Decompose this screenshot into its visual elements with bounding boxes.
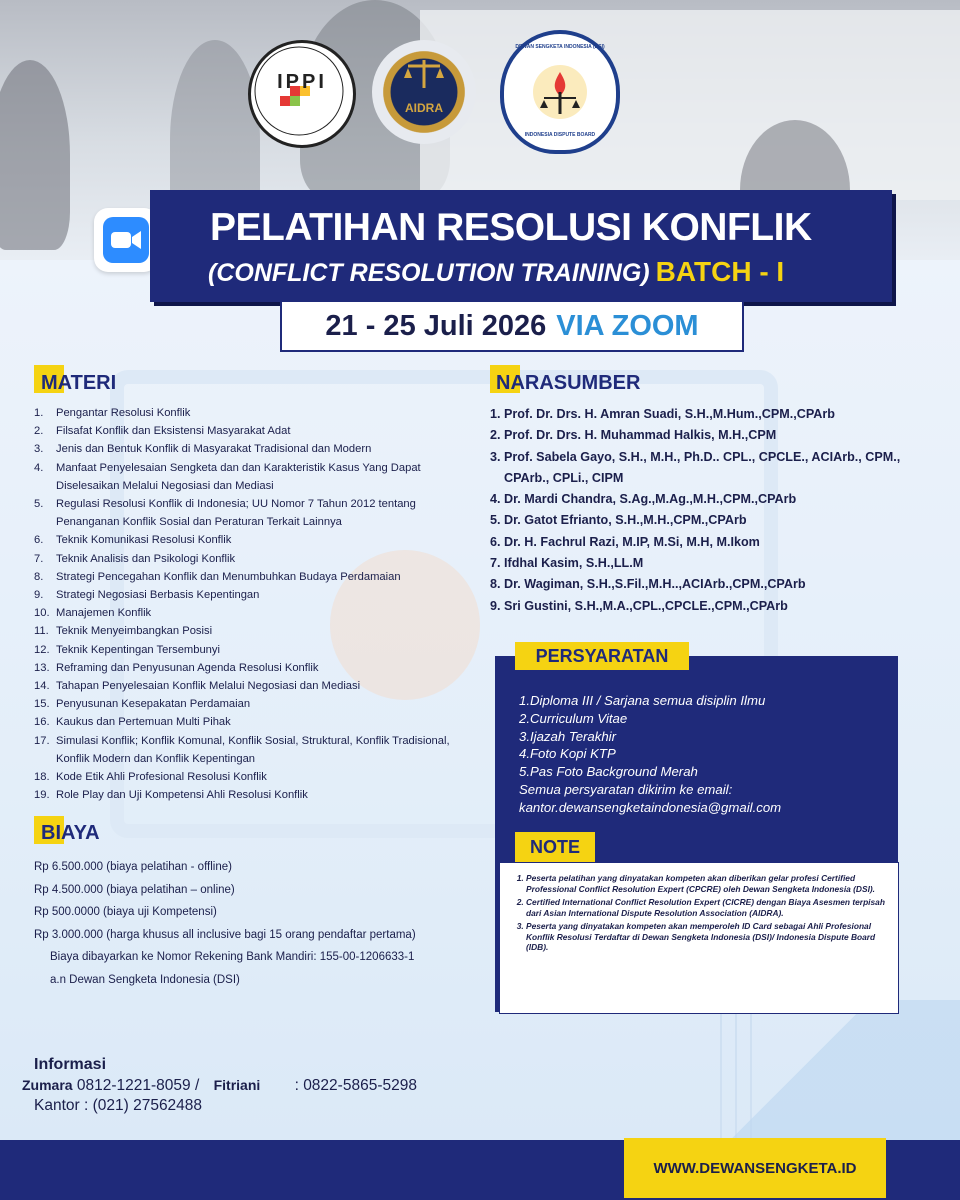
materi-item-text: Kaukus dan Pertemuan Multi Pihak: [56, 716, 231, 729]
narasumber-item-text: Prof. Dr. Drs. H. Muhammad Halkis, M.H.,CPM: [504, 428, 777, 443]
background-triangle: [640, 1000, 960, 1140]
note-item: 1. Peserta pelatihan yang dinyatakan kompeten akan diberikan gelar profesi Certified Professional Conflict Resolution Expert (CPCRE) oleh Dewan Sengketa Indonesia (DSI).: [526, 873, 890, 895]
narasumber-list: [490, 404, 940, 617]
materi-list: [34, 404, 454, 804]
narasumber-item-number: 5.: [490, 513, 501, 528]
price-line: Rp 6.500.000 (biaya pelatihan - offline): [34, 861, 232, 873]
contact-phone[interactable]: : 0822-5865-5298: [294, 1077, 417, 1094]
contact-name: Zumara: [22, 1077, 73, 1093]
title-banner: [150, 190, 892, 302]
requirement-item: 2.Curriculum Vitae: [519, 710, 628, 726]
price-line: Rp 4.500.000 (biaya pelatihan – online): [34, 883, 235, 896]
biaya-heading: BIAYA: [41, 822, 100, 844]
narasumber-item-text: Dr. Gatot Efrianto, S.H.,M.H.,CPM.,CPArb: [504, 513, 747, 528]
requirement-item: 4.Foto Kopi KTP: [519, 746, 616, 762]
scales-icon: [402, 58, 446, 94]
narasumber-item-number: 8.: [490, 577, 501, 592]
materi-item: [34, 768, 454, 786]
narasumber-item: [490, 574, 940, 595]
materi-item: [34, 440, 454, 458]
note-item: 2. Certified International Conflict Resolution Expert (CICRE) dengan Biaya Asesmen terpisah dari Asian International Dispute Resolution Association (AIDRA).: [526, 897, 890, 919]
biaya-section: [34, 856, 474, 992]
photo-person-left: [0, 60, 70, 250]
narasumber-item-text: Prof. Sabela Gayo, S.H., M.H., Ph.D.. CPL., CPCLE., ACIArb., CPM., CPArb., CPLi., CIPM: [504, 449, 901, 485]
dsi-logo-bottom-text: INDONESIA DISPUTE BOARD: [524, 132, 596, 138]
ippi-logo: [248, 40, 356, 148]
contact-phone[interactable]: 0812-1221-8059 /: [76, 1077, 200, 1094]
batch-label: BATCH - I: [655, 256, 785, 287]
email-instruction: Semua persyaratan dikirim ke email:: [519, 781, 733, 797]
contact-email[interactable]: kantor.dewansengketaindonesia@gmail.com: [519, 799, 782, 815]
narasumber-item-text: Sri Gustini, S.H.,M.A.,CPL.,CPCLE.,CPM.,CPArb: [504, 598, 788, 613]
materi-item: [34, 404, 454, 422]
materi-item: [34, 550, 454, 568]
materi-item: [34, 568, 454, 586]
note-panel: [499, 862, 899, 1014]
informasi-heading: Informasi: [34, 1056, 107, 1073]
materi-item-number: 19.: [34, 789, 50, 802]
materi-item-number: 8.: [34, 570, 44, 583]
materi-item-number: 17.: [34, 734, 50, 747]
materi-item-text: Kode Etik Ahli Profesional Resolusi Konflik: [56, 771, 267, 784]
materi-item-number: 10.: [34, 607, 50, 620]
narasumber-item-number: 2.: [490, 428, 501, 443]
materi-item: [34, 622, 454, 640]
dsi-scales-icon: [530, 62, 590, 122]
narasumber-item-text: Dr. Mardi Chandra, S.Ag.,M.Ag.,M.H.,CPM.,CPArb: [504, 492, 797, 507]
materi-item-number: 3.: [34, 443, 44, 456]
requirement-item: 3.Ijazah Terakhir: [519, 728, 617, 744]
event-platform: VIA ZOOM: [556, 309, 699, 342]
page-subtitle: [208, 256, 784, 288]
dsi-logo: [500, 30, 620, 154]
aidra-logo-text: AIDRA: [405, 101, 443, 115]
materi-heading: MATERI: [41, 372, 117, 394]
materi-item-number: 14.: [34, 680, 50, 693]
materi-item: [34, 641, 454, 659]
materi-item-text: Simulasi Konflik; Konflik Komunal, Konflik Sosial, Struktural, Konflik Tradisional, Konflik Modern dan Konflik Kepentingan: [56, 734, 450, 765]
narasumber-item: [490, 425, 940, 446]
materi-item: [34, 459, 454, 495]
contact-line: [22, 1077, 417, 1095]
materi-item-number: 13.: [34, 661, 50, 674]
materi-item: [34, 531, 454, 549]
materi-item: [34, 422, 454, 440]
note-item: 3. Peserta yang dinyatakan kompeten akan memperoleh ID Card sebagai Ahli Profesional Konflik Resolusi Terdaftar di Dewan Sengketa Indonesia (DSI)/ Indonesia Dispute Board (IDB).: [526, 921, 890, 954]
materi-item-text: Strategi Pencegahan Konflik dan Menumbuhkan Budaya Perdamaian: [56, 570, 401, 583]
office-phone[interactable]: Kantor : (021) 27562488: [34, 1097, 203, 1114]
materi-item-text: Strategi Negosiasi Berbasis Kepentingan: [56, 589, 260, 602]
event-date: 21 - 25 Juli 2026: [325, 309, 547, 342]
materi-item: [34, 659, 454, 677]
materi-item-number: 7.: [34, 552, 44, 565]
materi-item-text: Role Play dan Uji Kompetensi Ahli Resolusi Konflik: [56, 789, 308, 802]
materi-item-text: Regulasi Resolusi Konflik di Indonesia; UU Nomor 7 Tahun 2012 tentang Penanganan Konflik Sosial dan Peraturan Terkait Lainnya: [56, 498, 416, 529]
narasumber-item-text: Ifdhal Kasim, S.H.,LL.M: [504, 556, 644, 571]
materi-item: [34, 495, 454, 531]
informasi-section: [22, 1056, 417, 1115]
price-line: Rp 500.0000 (biaya uji Kompetensi): [34, 906, 217, 919]
subtitle-text: (CONFLICT RESOLUTION TRAINING): [208, 259, 650, 287]
materi-item: [34, 732, 454, 768]
narasumber-item: [490, 553, 940, 574]
materi-item-text: Pengantar Resolusi Konflik: [56, 407, 191, 419]
zoom-logo-icon: [94, 208, 158, 272]
materi-item: [34, 604, 454, 622]
narasumber-item-text: Dr. Wagiman, S.H.,S.Fil.,M.H..,ACIArb.,CPM.,CPArb: [504, 577, 806, 592]
narasumber-heading: NARASUMBER: [496, 372, 641, 394]
materi-item-number: 5.: [34, 498, 44, 511]
dsi-logo-top-text: DEWAN SENGKETA INDONESIA (DSI): [515, 44, 605, 50]
aidra-logo: [372, 40, 476, 144]
materi-item-number: 9.: [34, 589, 44, 602]
materi-item: [34, 677, 454, 695]
price-line: Rp 3.000.000 (harga khusus all inclusive bagi 15 orang pendaftar pertama): [34, 928, 416, 941]
narasumber-item: [490, 404, 940, 425]
materi-item-text: Teknik Analisis dan Psikologi Konflik: [56, 552, 236, 565]
ippi-logo-text: IPPI: [277, 70, 327, 93]
narasumber-item: [490, 532, 940, 553]
narasumber-item-number: 6.: [490, 534, 501, 549]
materi-item-number: 11.: [34, 625, 49, 638]
materi-item-text: Manfaat Penyelesaian Sengketa dan dan Karakteristik Kasus Yang Dapat Diselesaikan Melalui Negosiasi dan Mediasi: [56, 461, 421, 492]
materi-item: [34, 695, 454, 713]
narasumber-item-number: 7.: [490, 556, 501, 571]
persyaratan-list: [505, 680, 898, 842]
narasumber-item: [490, 510, 940, 531]
narasumber-item-number: 9.: [490, 598, 501, 613]
materi-item-number: 18.: [34, 771, 50, 784]
contact-name: Fitriani: [213, 1077, 261, 1093]
bank-account-info: Biaya dibayarkan ke Nomor Rekening Bank Mandiri: 155-00-1206633-1: [50, 951, 415, 964]
materi-item: [34, 713, 454, 731]
narasumber-item-number: 3.: [490, 449, 501, 464]
materi-item-text: Manajemen Konflik: [56, 607, 152, 620]
materi-item-number: 12.: [34, 643, 50, 656]
materi-item-text: Teknik Kepentingan Tersembunyi: [56, 643, 220, 656]
note-heading: NOTE: [515, 832, 595, 862]
narasumber-item: [490, 596, 940, 617]
materi-item-number: 2.: [34, 425, 44, 438]
materi-item-text: Penyusunan Kesepakatan Perdamaian: [56, 698, 251, 711]
materi-item-number: 4.: [34, 461, 44, 474]
narasumber-item: [490, 489, 940, 510]
persyaratan-heading: PERSYARATAN: [515, 642, 689, 670]
page-title: PELATIHAN RESOLUSI KONFLIK: [210, 206, 812, 249]
materi-item-number: 16.: [34, 716, 50, 729]
materi-item-number: 6.: [34, 534, 44, 547]
account-holder: a.n Dewan Sengketa Indonesia (DSI): [50, 973, 240, 986]
materi-item: [34, 786, 454, 804]
narasumber-item-text: Prof. Dr. Drs. H. Amran Suadi, S.H.,M.Hum.,CPM.,CPArb: [504, 407, 835, 421]
website-link[interactable]: WWW.DEWANSENGKETA.ID: [624, 1138, 886, 1198]
materi-item-text: Jenis dan Bentuk Konflik di Masyarakat Tradisional dan Modern: [56, 443, 372, 456]
narasumber-item-text: Dr. H. Fachrul Razi, M.IP, M.Si, M.H, M.Ikom: [504, 534, 760, 549]
materi-item-text: Teknik Komunikasi Resolusi Konflik: [56, 534, 232, 547]
narasumber-item-number: 4.: [490, 492, 501, 507]
materi-item: [34, 586, 454, 604]
materi-item-text: Tahapan Penyelesaian Konflik Melalui Negosiasi dan Mediasi: [56, 680, 361, 693]
materi-item-text: Teknik Menyeimbangkan Posisi: [56, 625, 213, 638]
materi-item-text: Reframing dan Penyusunan Agenda Resolusi Konflik: [56, 661, 319, 674]
date-banner: [280, 302, 744, 352]
materi-item-number: 15.: [34, 698, 50, 711]
materi-item-text: Filsafat Konflik dan Eksistensi Masyarakat Adat: [56, 425, 291, 438]
narasumber-item-number: 1.: [490, 407, 501, 421]
requirement-item: 1.Diploma III / Sarjana semua disiplin Ilmu: [519, 693, 766, 708]
narasumber-item: [490, 447, 940, 490]
materi-item-number: 1.: [34, 407, 44, 419]
requirement-item: 5.Pas Foto Background Merah: [519, 764, 698, 780]
